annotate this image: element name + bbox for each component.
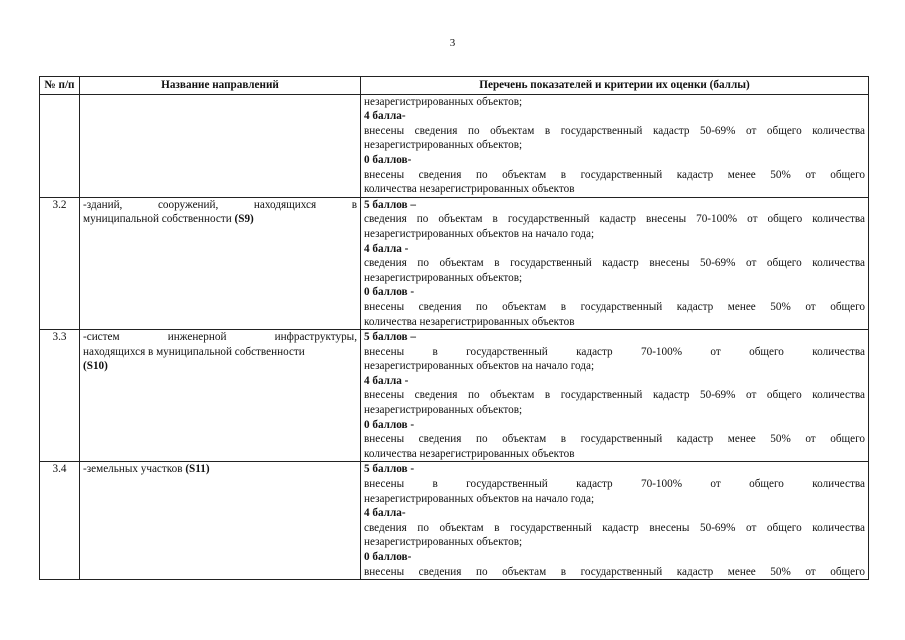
criteria-line: внесены в государственный кадастр 70-100% от общего количества bbox=[364, 478, 865, 491]
criteria-line: незарегистрированных объектов; bbox=[364, 536, 523, 549]
score-heading: 4 балла - bbox=[364, 374, 409, 387]
direction-cell bbox=[80, 94, 361, 197]
criteria-line: внесены сведения по объектам в государственный кадастр менее 50% от общего bbox=[364, 300, 865, 313]
row-number: 3.4 bbox=[40, 462, 80, 580]
criteria-cell bbox=[361, 94, 869, 197]
direction-cell bbox=[80, 462, 361, 580]
criteria-line: незарегистрированных объектов; bbox=[364, 95, 523, 108]
direction-text: -земельных участков bbox=[83, 463, 183, 476]
score-heading: 5 баллов – bbox=[364, 198, 416, 211]
direction-text: -систем инженерной инфраструктуры, bbox=[83, 331, 357, 344]
criteria-line: незарегистрированных объектов на начало года; bbox=[364, 360, 595, 373]
table-row bbox=[40, 94, 869, 197]
page-number: 3 bbox=[449, 37, 456, 49]
direction-text: находящихся в муниципальной собственности bbox=[83, 345, 305, 358]
criteria-line: внесены сведения по объектам в государственный кадастр менее 50% от общего bbox=[364, 168, 865, 181]
criteria-line: количества незарегистрированных объектов bbox=[364, 315, 575, 328]
header-criteria: Перечень показателей и критерии их оценки (баллы) bbox=[361, 77, 869, 95]
score-heading: 0 баллов - bbox=[364, 286, 415, 299]
score-heading: 0 баллов - bbox=[364, 418, 415, 431]
direction-line bbox=[83, 359, 357, 374]
direction-code: (S10) bbox=[83, 360, 108, 373]
criteria-cell bbox=[361, 197, 869, 329]
header-row bbox=[40, 77, 869, 95]
score-heading: 4 балла- bbox=[364, 110, 406, 123]
row-number: 3.2 bbox=[40, 197, 80, 329]
score-heading: 4 балла- bbox=[364, 507, 406, 520]
criteria-cell bbox=[361, 462, 869, 580]
direction-line bbox=[83, 462, 357, 477]
direction-line bbox=[83, 345, 357, 360]
direction-text: муниципальной собственности bbox=[83, 213, 232, 226]
score-heading: 0 баллов- bbox=[364, 551, 412, 563]
table-row bbox=[40, 462, 869, 580]
table-row bbox=[40, 330, 869, 462]
direction-line bbox=[83, 198, 357, 213]
table-row bbox=[40, 197, 869, 329]
criteria-line: внесены сведения по объектам в государственный кадастр 50-69% от общего количества bbox=[364, 389, 865, 402]
direction-code: (S9) bbox=[234, 213, 254, 226]
direction-cell bbox=[80, 330, 361, 462]
header-direction: Название направлений bbox=[80, 77, 361, 95]
criteria-line: внесены сведения по объектам в государственный кадастр менее 50% от общего bbox=[364, 433, 865, 446]
criteria-line: внесены сведения по объектам в государственный кадастр менее 50% от общего bbox=[364, 565, 865, 578]
criteria-line: количества незарегистрированных объектов bbox=[364, 183, 575, 196]
criteria-line: незарегистрированных объектов; bbox=[364, 139, 523, 152]
score-heading: 4 балла - bbox=[364, 242, 409, 255]
direction-cell bbox=[80, 197, 361, 329]
criteria-table bbox=[39, 76, 869, 580]
score-heading: 5 баллов - bbox=[364, 463, 415, 476]
criteria-line: сведения по объектам в государственный кадастр внесены 50-69% от общего количества bbox=[364, 521, 865, 534]
direction-text: -зданий, сооружений, находящихся в bbox=[83, 198, 357, 211]
criteria-line: сведения по объектам в государственный кадастр внесены 50-69% от общего количества bbox=[364, 257, 865, 270]
row-number bbox=[40, 94, 80, 197]
criteria-line: незарегистрированных объектов; bbox=[364, 404, 523, 417]
table-body bbox=[40, 94, 869, 580]
score-heading: 0 баллов- bbox=[364, 153, 412, 166]
table-header bbox=[40, 77, 869, 95]
criteria-line: количества незарегистрированных объектов bbox=[364, 447, 575, 460]
row-number: 3.3 bbox=[40, 330, 80, 462]
criteria-line: внесены в государственный кадастр 70-100% от общего количества bbox=[364, 345, 865, 358]
criteria-line: сведения по объектам в государственный кадастр внесены 70-100% от общего количества bbox=[364, 213, 865, 226]
score-heading: 5 баллов – bbox=[364, 331, 416, 344]
direction-line bbox=[83, 330, 357, 345]
header-number: № п/п bbox=[40, 77, 80, 95]
criteria-line: незарегистрированных объектов на начало года; bbox=[364, 492, 595, 505]
criteria-cell bbox=[361, 330, 869, 462]
criteria-line: незарегистрированных объектов на начало года; bbox=[364, 227, 595, 240]
criteria-line: внесены сведения по объектам в государственный кадастр 50-69% от общего количества bbox=[364, 124, 865, 137]
criteria-line: незарегистрированных объектов; bbox=[364, 271, 523, 284]
direction-line bbox=[83, 212, 357, 227]
direction-code: (S11) bbox=[185, 463, 210, 476]
